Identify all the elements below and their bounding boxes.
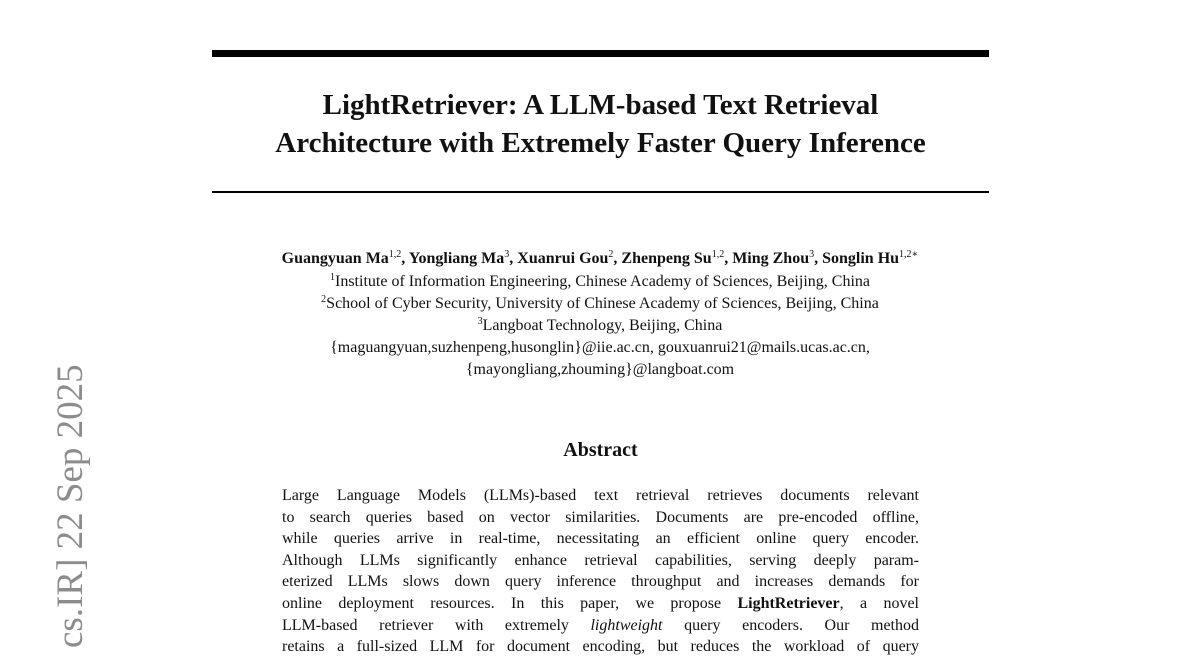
abstract-line: [282, 550, 919, 572]
author-separator: ,: [724, 250, 733, 267]
affiliation-text: Langboat Technology, Beijing, China: [482, 317, 723, 334]
abstract-line: [282, 615, 919, 637]
author-affiliation-marker: 2: [608, 249, 614, 260]
affiliation-marker: 3: [477, 316, 483, 327]
abstract-text: , a novel: [839, 594, 920, 612]
arxiv-identifier-stamp: cs.IR] 22 Sep 2025: [50, 364, 91, 648]
affiliation-text: School of Cyber Security, University of Chinese Academy of Sciences, Beijing, China: [326, 295, 879, 312]
abstract-text: to search queries based on vector similarities. Documents are pre-encoded offline,: [282, 508, 919, 526]
author-name: Xuanrui Gou: [517, 250, 609, 267]
affiliation-line: [150, 315, 1050, 337]
abstract-emphasis-bold: LightRetriever: [737, 594, 840, 612]
author-name: Zhenpeng Su: [621, 250, 712, 267]
abstract-text: retains a full-sized LLM for document encoding, but reduces the workload of query: [282, 638, 919, 656]
abstract-text: online deployment resources. In this paper, we propose: [282, 594, 738, 612]
abstract-emphasis-italic: lightweight: [590, 616, 663, 634]
abstract-text: Large Language Models (LLMs)-based text retrieval retrieves documents relevant: [282, 487, 919, 504]
author-affiliation-marker: 1,2∗: [899, 249, 919, 260]
author-separator: ,: [814, 250, 823, 267]
abstract-text: while queries arrive in real-time, necessitating an efficient online query encoder.: [282, 530, 919, 548]
affiliations-block: [150, 271, 1050, 381]
affiliation-line: [150, 271, 1050, 293]
author-separator: ,: [613, 250, 622, 267]
abstract-line: [282, 528, 919, 550]
abstract-body: [282, 485, 919, 658]
abstract-line: [282, 485, 919, 507]
author-affiliation-marker: 3: [504, 249, 510, 260]
author-list: [150, 248, 1050, 270]
abstract-text: eterized LLMs slows down query inference throughput and increases demands for: [282, 573, 919, 591]
paper-title-line-1: LightRetriever: A LLM-based Text Retrieval: [322, 89, 879, 121]
title-top-rule: [212, 50, 989, 57]
title-bottom-rule: [212, 191, 989, 193]
paper-title: [212, 86, 989, 162]
abstract-line: [282, 636, 919, 658]
affiliation-marker: 1: [330, 272, 335, 283]
email-line: {mayongliang,zhouming}@langboat.com: [465, 361, 735, 378]
abstract-text: query encoders. Our method: [662, 616, 919, 634]
author-separator: ,: [509, 250, 518, 267]
author-name: Songlin Hu: [822, 250, 900, 267]
abstract-line: [282, 571, 919, 593]
author-name: Ming Zhou: [732, 250, 810, 267]
abstract-text: Although LLMs significantly enhance retrieval capabilities, serving deeply param-: [282, 551, 919, 569]
affiliation-line: [150, 293, 1050, 315]
author-name: Guangyuan Ma: [281, 250, 389, 267]
abstract-line: [282, 593, 919, 615]
author-affiliation-marker: 1,2: [711, 249, 725, 260]
abstract-line: [282, 507, 919, 529]
author-separator: ,: [401, 250, 409, 267]
abstract-heading: Abstract: [563, 439, 638, 461]
author-affiliation-marker: 3: [809, 249, 815, 260]
paper-title-line-2: Architecture with Extremely Faster Query Inference: [275, 127, 926, 159]
author-name: Yongliang Ma: [408, 250, 505, 267]
affiliation-text: Institute of Information Engineering, Chinese Academy of Sciences, Beijing, China: [335, 273, 870, 290]
author-affiliation-marker: 1,2: [388, 249, 402, 260]
email-line: {maguangyuan,suzhenpeng,husonglin}@iie.ac.cn, gouxuanrui21@mails.ucas.ac.cn,: [330, 339, 870, 356]
abstract-text: LLM-based retriever with extremely: [282, 616, 591, 634]
affiliation-marker: 2: [321, 294, 327, 305]
